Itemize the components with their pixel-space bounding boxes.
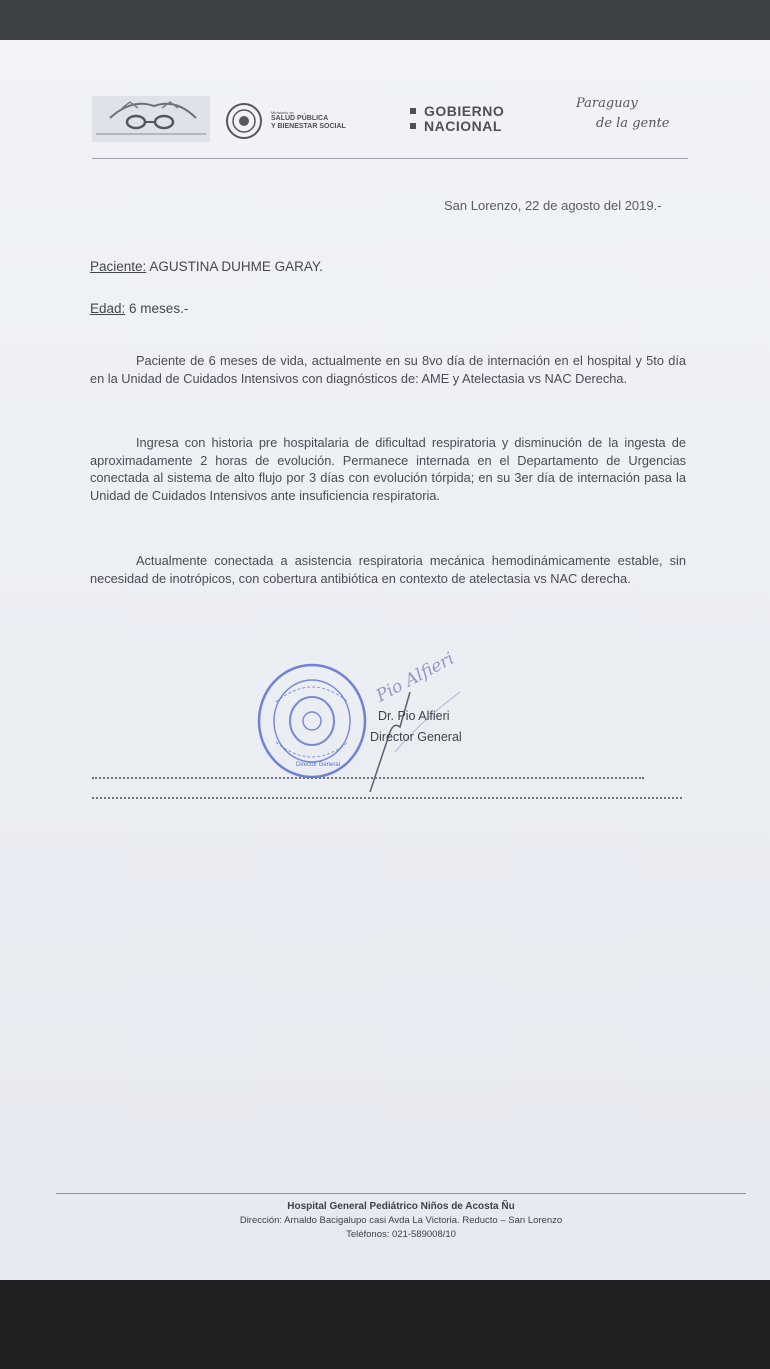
footer: [56, 1200, 746, 1242]
age-label: Edad:: [90, 301, 126, 316]
paragraph-2: Ingresa con historia pre hospitalaria de dificultad respiratoria y disminución de la ingesta de aproximadamente 2 horas de evolución. Permanece internada en el Departamento de Urgencias conectada al sistema de alto flujo por 3 días con evolución tórpida; en su 3er día de internación pasa la Unidad de Cuidados Intensivos ante insuficiencia respiratoria.: [90, 435, 686, 503]
footer-hospital-name: Hospital General Pediátrico Niños de Acosta Ñu: [287, 1201, 515, 1212]
paragraph-3: Actualmente conectada a asistencia respiratoria mecánica hemodinámicamente estable, sin necesidad de inotrópicos, con cobertura antibiótica en contexto de atelectasia vs NAC derecha.: [90, 553, 686, 586]
slogan-line-1: Paraguay: [576, 96, 638, 111]
square-bullet-icon: [410, 123, 416, 129]
paragraph-1: Paciente de 6 meses de vida, actualmente en su 8vo día de internación en el hospital y 5to día en la Unidad de Cuidados Intensivos con diagnósticos de: AME y Atelectasia vs NAC Derecha.: [90, 353, 686, 386]
signer-title: Director General: [370, 730, 462, 744]
slogan-line-2: de la gente: [596, 116, 670, 131]
slogan-logo: [576, 94, 670, 134]
patient-field: [90, 259, 323, 274]
government-logo: [410, 104, 540, 134]
gov-line-2: NACIONAL: [424, 118, 502, 134]
age-field: [90, 301, 188, 316]
dotted-line-1: [92, 777, 644, 779]
gov-line-1: GOBIERNO: [424, 103, 505, 119]
signer-name: Dr. Pio Alfieri: [378, 709, 450, 723]
letter-date: San Lorenzo, 22 de agosto del 2019.-: [444, 198, 662, 213]
hospital-logo: [92, 96, 210, 142]
patient-name: AGUSTINA DUHME GARAY.: [149, 259, 323, 274]
header-divider: [92, 158, 688, 159]
patient-label: Paciente:: [90, 259, 147, 274]
ministry-logo: [225, 102, 375, 142]
footer-address: Dirección: Arnaldo Bacigalupo casi Avda La Victoria. Reducto – San Lorenzo: [239, 1215, 563, 1226]
ministry-name: [271, 110, 346, 131]
document-page: [0, 40, 770, 1285]
signature-script: Pio Alfieri: [372, 648, 458, 707]
square-bullet-icon: [410, 108, 416, 114]
age-value: 6 meses.-: [129, 301, 189, 316]
ministry-line-1: SALUD PÚBLICA: [271, 115, 329, 122]
dotted-line-2: [92, 797, 682, 799]
ministry-seal-icon: [225, 102, 263, 140]
footer-phones: Teléfonos: 021-589008/10: [346, 1229, 456, 1240]
photo-background-bottom: [0, 1280, 770, 1369]
ministry-small-label: Ministerio de: [271, 110, 294, 115]
seal-caption: Director General: [296, 762, 341, 768]
footer-divider: [56, 1193, 746, 1194]
ministry-line-2: Y BIENESTAR SOCIAL: [271, 123, 346, 130]
